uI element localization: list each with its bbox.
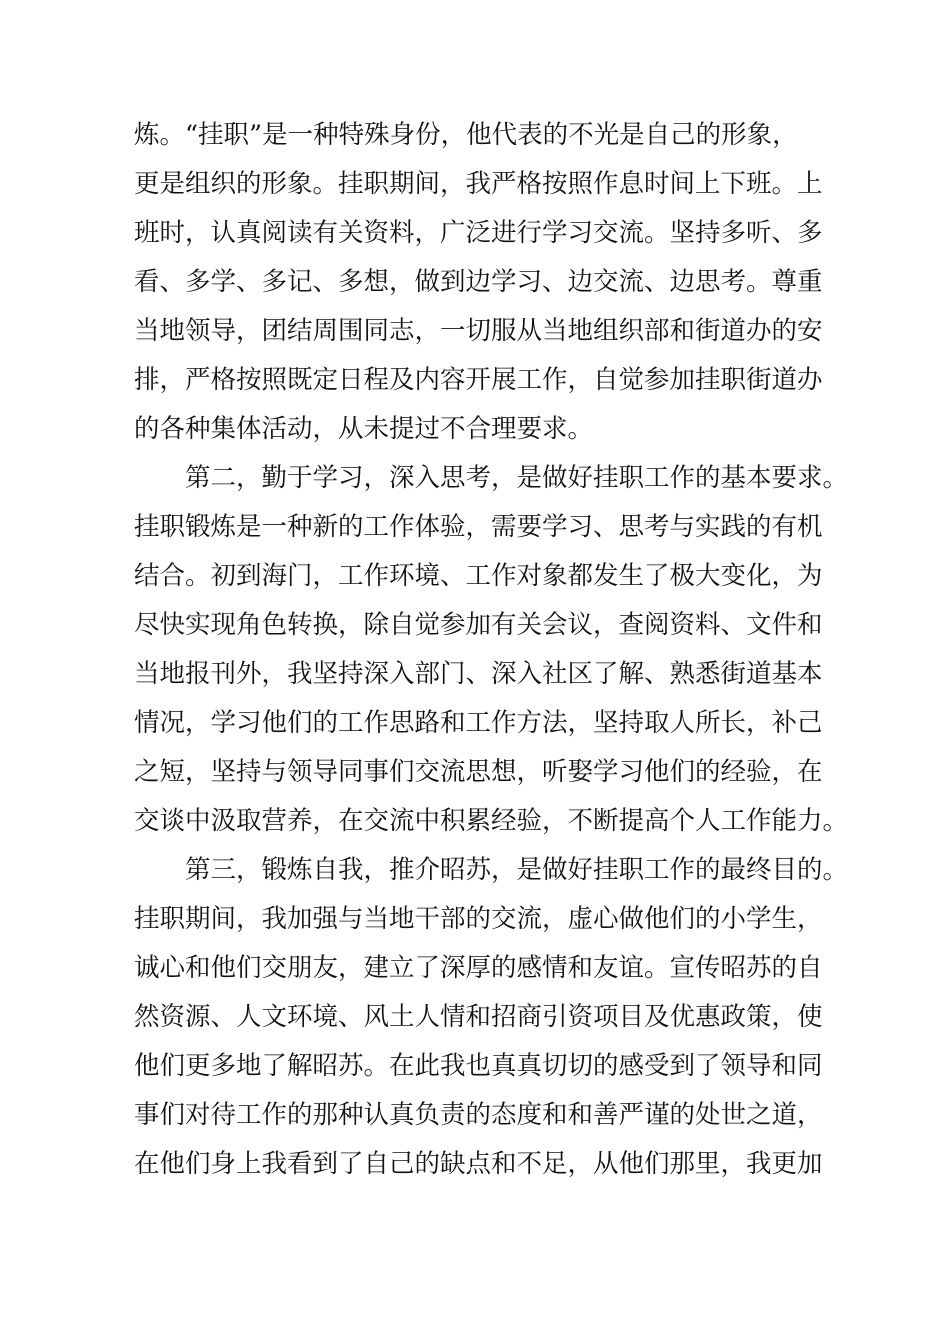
paragraph-1	[134, 111, 834, 454]
paragraph-line: 的各种集体活动，从未提过不合理要求。	[134, 414, 594, 444]
paragraph-line: 然资源、人文环境、风土人情和招商引资项目及优惠政策，使	[134, 1002, 823, 1032]
paragraph-line: 更是组织的形象。挂职期间，我严格按照作息时间上下班。上	[134, 169, 823, 199]
paragraph-line: 之短，坚持与领导同事们交流思想，听娶学习他们的经验，在	[134, 757, 823, 787]
paragraph-line: 炼。“挂职”是一种特殊身份，他代表的不光是自己的形象，	[134, 120, 798, 150]
paragraph-line: 排，严格按照既定日程及内容开展工作，自觉参加挂职街道办	[134, 365, 823, 395]
paragraph-line: 情况，学习他们的工作思路和工作方法，坚持取人所长，补己	[134, 708, 823, 738]
paragraph-line: 事们对待工作的那种认真负责的态度和和善严谨的处世之道，	[134, 1100, 823, 1130]
paragraph-first-line: 第二，勤于学习，深入思考，是做好挂职工作的基本要求。	[185, 463, 849, 493]
paragraph-line: 当地领导，团结周围同志，一切服从当地组织部和街道办的安	[134, 316, 823, 346]
paragraph-line: 挂职期间，我加强与当地干部的交流，虚心做他们的小学生，	[134, 904, 823, 934]
paragraph-line: 交谈中汲取营养，在交流中积累经验，不断提高个人工作能力。	[134, 806, 849, 836]
paragraph-line: 班时，认真阅读有关资料，广泛进行学习交流。坚持多听、多	[134, 218, 823, 248]
paragraph-line: 看、多学、多记、多想，做到边学习、边交流、边思考。尊重	[134, 267, 823, 297]
paragraph-first-line: 第三，锻炼自我，推介昭苏，是做好挂职工作的最终目的。	[185, 855, 849, 885]
paragraph-line: 尽快实现角色转换，除自觉参加有关会议，查阅资料、文件和	[134, 610, 823, 640]
document-body	[134, 111, 849, 1189]
paragraph-3	[134, 846, 849, 1189]
paragraph-line: 结合。初到海门，工作环境、工作对象都发生了极大变化，为	[134, 561, 823, 591]
paragraph-line: 他们更多地了解昭苏。在此我也真真切切的感受到了领导和同	[134, 1051, 823, 1081]
paragraph-line: 诚心和他们交朋友，建立了深厚的感情和友谊。宣传昭苏的自	[134, 953, 823, 983]
paragraph-line: 挂职锻炼是一种新的工作体验，需要学习、思考与实践的有机	[134, 512, 823, 542]
paragraph-2	[134, 454, 849, 846]
paragraph-line: 在他们身上我看到了自己的缺点和不足，从他们那里，我更加	[134, 1149, 823, 1179]
paragraph-line: 当地报刊外，我坚持深入部门、深入社区了解、熟悉街道基本	[134, 659, 823, 689]
